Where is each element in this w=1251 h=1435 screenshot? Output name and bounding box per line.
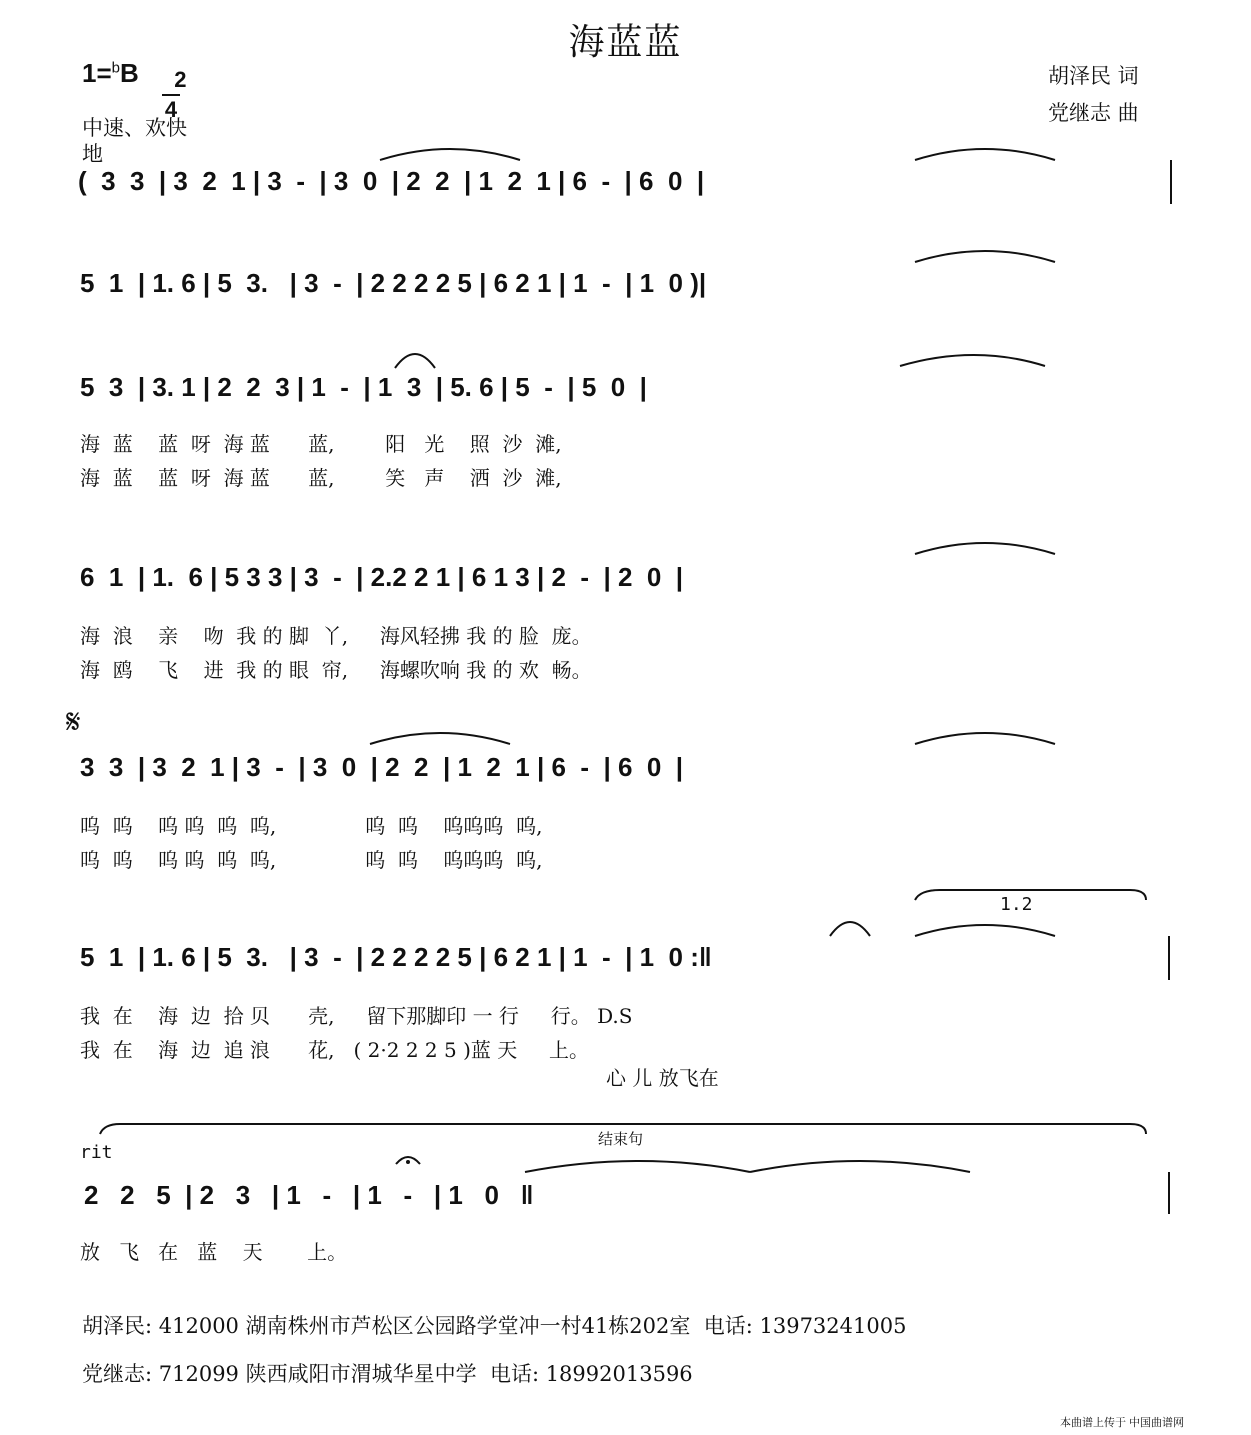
volta-bracket	[915, 890, 1146, 900]
lyric-row-6-verse-3: 心 儿 放飞在	[606, 1066, 719, 1090]
ending-label: 结束句	[598, 1130, 644, 1148]
footer-contact-2: 党继志: 712099 陕西咸阳市渭城华星中学 电话: 18992013596	[82, 1362, 693, 1386]
time-signature: 2 4	[162, 44, 180, 122]
lyric-row-4-verse-2: 海 鸥 飞 进 我 的 眼 帘, 海螺吹响 我 的 欢 畅。	[80, 658, 592, 682]
lyricist-credit: 胡泽民 词	[1048, 64, 1139, 88]
slur-row-1-b	[915, 149, 1055, 160]
slur-row-7-b	[750, 1161, 970, 1172]
notation-row-5: 3 3 | 3 2 1 | 3 - | 3 0 | 2 2 | 1 2 1 | 6 - | 6 0 |	[80, 752, 684, 782]
lyric-row-3-verse-1: 海 蓝 蓝 呀 海 蓝 蓝, 阳 光 照 沙 滩,	[80, 432, 562, 456]
key-signature: 1=$^b$B	[82, 58, 139, 88]
slur-row-5-a	[370, 733, 510, 744]
fermata-dot	[406, 1160, 410, 1164]
notation-row-6: 5 1 | 1. 6 | 5 3. | 3 - | 2 2 2 2 5 | 6 2 1 | 1 - | 1 0 :‖	[80, 942, 712, 972]
lyric-row-7: 放 飞 在 蓝 天 上。	[80, 1240, 348, 1264]
tempo-marking: 中速、欢快	[82, 116, 187, 140]
lyric-row-4-verse-1: 海 浪 亲 吻 我 的 脚 丫, 海风轻拂 我 的 脸 庞。	[80, 624, 592, 648]
slur-row-6-a	[830, 922, 870, 936]
slur-row-2	[915, 251, 1055, 262]
slur-row-3-a	[395, 354, 435, 368]
lyric-row-6-verse-2: 我 在 海 边 追 浪 花, ( 2·2 2 2 5 )蓝 天 上。	[80, 1038, 590, 1062]
notation-row-2: 5 1 | 1. 6 | 5 3. | 3 - | 2 2 2 2 5 | 6 2 1 | 1 - | 1 0 )|	[80, 268, 707, 298]
notation-row-7: 2 2 5 | 2 3 | 1 - | 1 - | 1 0 ‖	[84, 1180, 534, 1210]
slur-row-3-b	[900, 355, 1045, 366]
lyric-row-3-verse-2: 海 蓝 蓝 呀 海 蓝 蓝, 笑 声 洒 沙 滩,	[80, 466, 562, 490]
score-title: 海蓝蓝	[568, 22, 683, 63]
tempo-marking-cont: 地	[82, 142, 103, 166]
ending-bracket	[100, 1124, 1146, 1134]
lyric-row-5-verse-2: 呜 呜 呜 呜 呜 呜, 呜 呜 呜呜呜 呜,	[80, 848, 543, 872]
notation-row-1: ( 3 3 | 3 2 1 | 3 - | 3 0 | 2 2 | 1 2 1 | 6 - | 6 0 |	[78, 166, 705, 196]
segno-sign: 𝄋	[66, 702, 81, 742]
slur-row-5-b	[915, 733, 1055, 744]
slur-row-4	[915, 543, 1055, 554]
footer-contact-1: 胡泽民: 412000 湖南株州市芦松区公园路学堂冲一村41栋202室 电话: 13973241005	[82, 1314, 907, 1338]
lyric-row-6-verse-1: 我 在 海 边 拾 贝 壳, 留下那脚印 一 行 行。 D.S	[80, 1004, 633, 1028]
notation-row-4: 6 1 | 1. 6 | 5 3 3 | 3 - | 2.2 2 1 | 6 1 3 | 2 - | 2 0 |	[80, 562, 684, 592]
lyric-row-5-verse-1: 呜 呜 呜 呜 呜 呜, 呜 呜 呜呜呜 呜,	[80, 814, 543, 838]
composer-credit: 党继志 曲	[1048, 101, 1139, 125]
slur-row-7-a	[525, 1161, 750, 1172]
site-watermark: 本曲谱上传于 中国曲谱网	[1060, 1417, 1185, 1429]
slur-row-1-a	[380, 149, 520, 160]
volta-label: 1.2	[1000, 894, 1033, 915]
notation-row-3: 5 3 | 3. 1 | 2 2 3 | 1 - | 1 3 | 5. 6 | 5 - | 5 0 |	[80, 372, 647, 402]
slur-row-6-b	[915, 925, 1055, 936]
rit-marking: rit	[80, 1142, 113, 1163]
